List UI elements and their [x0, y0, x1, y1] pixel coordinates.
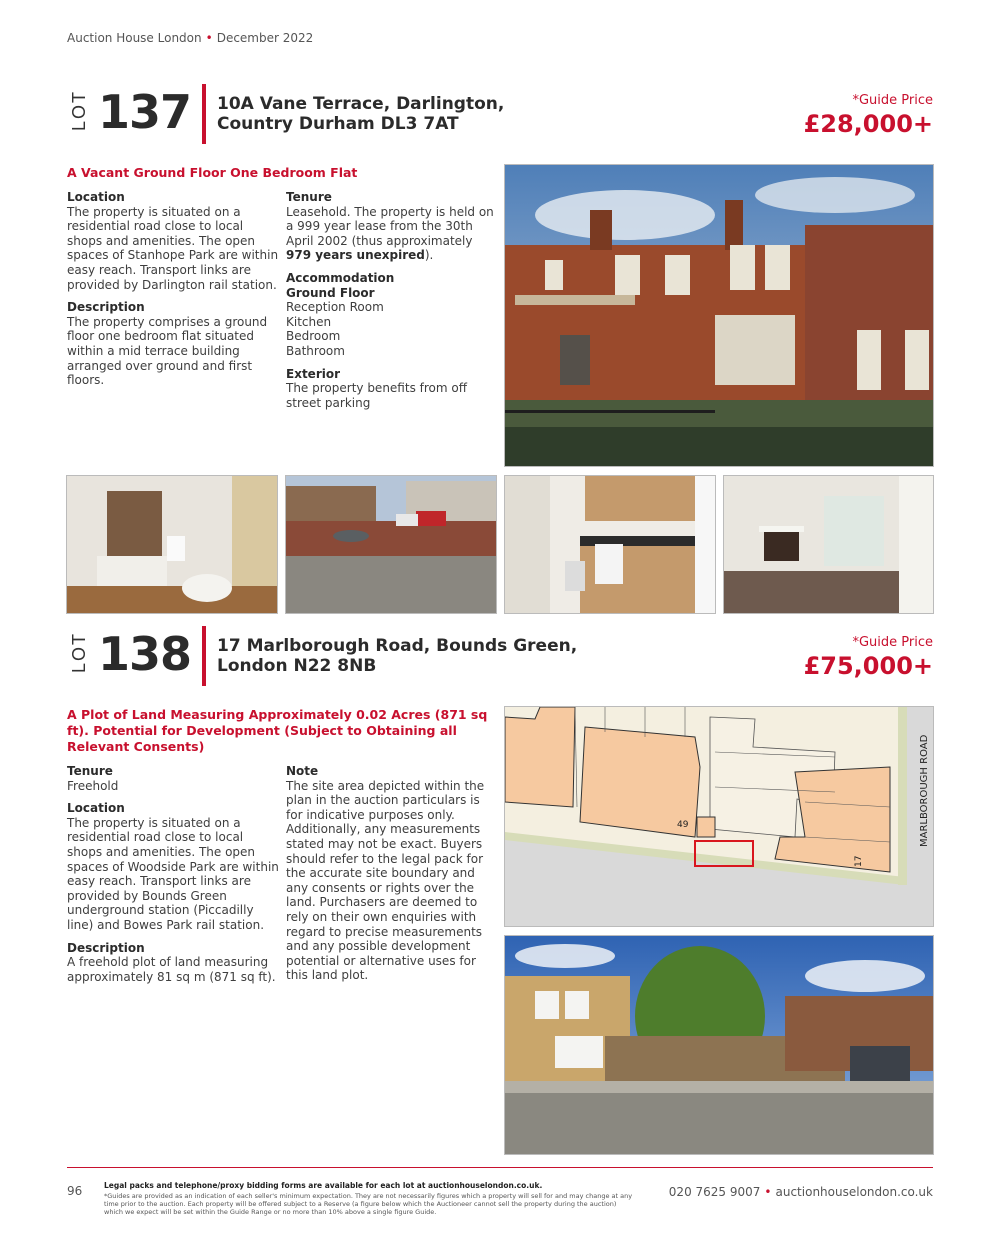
lot-divider	[202, 626, 206, 686]
note-heading: Note	[286, 764, 319, 778]
location-heading: Location	[67, 190, 125, 204]
footer-contact	[669, 1185, 933, 1199]
room-item: Bathroom	[286, 343, 345, 358]
room-item: Kitchen	[286, 314, 332, 329]
street-photo	[504, 935, 934, 1155]
lot-right-column	[286, 190, 498, 418]
description-heading: Description	[67, 300, 145, 315]
property-photo-main	[504, 164, 934, 467]
exterior-text: The property benefits from off street parking	[286, 381, 467, 410]
tenure-emphasis: 979 years unexpired	[286, 248, 425, 263]
header-date: December 2022	[216, 31, 314, 45]
tenure-heading: Tenure	[67, 764, 113, 778]
description-text: The property comprises a ground floor one bedroom flat situated within a mid terrace building arranged over ground and first floors.	[67, 314, 268, 388]
location-heading: Location	[67, 801, 125, 816]
accommodation-heading: Accommodation	[286, 270, 395, 285]
guide-price: £75,000+	[803, 652, 933, 680]
header-org: Auction House London	[67, 31, 202, 45]
address-line-2: London N22 8NB	[217, 656, 377, 676]
lot-address	[217, 636, 577, 676]
description-text: A freehold plot of land measuring approximately 81 sq m (871 sq ft).	[67, 955, 276, 984]
living-room-photo	[723, 475, 934, 614]
guide-label: *Guide Price	[852, 93, 933, 108]
lot-number: 137	[98, 85, 192, 139]
tenure-text-end: ).	[424, 248, 434, 263]
tenure-text: Leasehold. The property is held on a 999 year lease from the 30th April 2002 (thus approximately	[286, 204, 494, 248]
description-heading: Description	[67, 940, 145, 955]
lot-address	[217, 94, 504, 134]
footer-legal-bold: Legal packs and telephone/proxy bidding forms are available for each lot at auctionhouselondon.co.uk.	[104, 1181, 543, 1190]
room-item: Bedroom	[286, 329, 341, 344]
garden-photo	[285, 475, 497, 614]
lot-right-column	[286, 764, 498, 991]
exterior-heading: Exterior	[286, 366, 341, 381]
tenure-text: Freehold	[67, 778, 119, 793]
lot-label: LOT	[69, 89, 89, 131]
kitchen-photo	[504, 475, 716, 614]
lot-label: LOT	[69, 631, 89, 673]
running-header	[67, 31, 313, 45]
footer-phone: 020 7625 9007	[668, 1185, 761, 1199]
location-text: The property is situated on a residential road close to local shops and amenities. The open spaces of Stanhope Park are within easy reach. Transport links are provided by Darlington rail station.	[67, 204, 279, 292]
guide-label: *Guide Price	[852, 635, 933, 650]
footer-legal-small: *Guides are provided as an indication of each seller's minimum expectation. They are not necessarily figures which a property will sell for and may change at any time prior to the auction. Each property will be offered subject to a Reserve (a figure below which the Auctioneer cannot sell the property during the auction) which we expect will be set within the Guide Range or no more than 10% above a single figure Guide.	[104, 1192, 633, 1216]
lot-left-column	[67, 764, 279, 992]
ground-floor-heading: Ground Floor	[286, 285, 375, 300]
site-plan-map	[504, 706, 934, 927]
tenure-heading: Tenure	[286, 190, 332, 204]
page-number: 96	[67, 1184, 83, 1198]
bathroom-photo	[66, 475, 278, 614]
lot-left-column	[67, 190, 279, 396]
lot-divider	[202, 84, 206, 144]
footer-legal	[104, 1181, 634, 1216]
map-plot-17-label: 17	[854, 855, 864, 867]
map-plot-49-label: 49	[677, 820, 689, 830]
footer-rule	[67, 1167, 933, 1168]
note-text: The site area depicted within the plan in the auction particulars is for indicative purposes only. Additionally, any measurements stated may not be exact. Buyers should refer to the legal pack for the accurate site boundary and any consents or rights over the land. Purchasers are deemed to rely on their own enquiries with regard to precise measurements and any possible development potential or alternative uses for this land plot.	[286, 778, 485, 983]
guide-price: £28,000+	[803, 110, 933, 138]
location-text: The property is situated on a residential road close to local shops and amenities. The open spaces of Woodside Park are within easy reach. Transport links are provided by Bounds Green underground station (Piccadilly line) and Bowes Park rail station.	[67, 815, 279, 932]
lot-subtitle: A Vacant Ground Floor One Bedroom Flat	[67, 165, 358, 180]
bullet-icon: •	[764, 1185, 772, 1199]
address-line-2: Country Durham DL3 7AT	[217, 114, 459, 134]
address-line-1: 17 Marlborough Road, Bounds Green,	[217, 636, 578, 656]
bullet-icon: •	[205, 31, 213, 45]
room-item: Reception Room	[286, 300, 384, 315]
lot-subtitle: A Plot of Land Measuring Approximately 0.02 Acres (871 sq ft). Potential for Development (Subject to Obtaining all Relevant Consents)	[67, 707, 488, 754]
footer-website-link[interactable]: auctionhouselondon.co.uk	[775, 1185, 933, 1199]
address-line-1: 10A Vane Terrace, Darlington,	[217, 94, 505, 114]
map-road-label: MARLBOROUGH ROAD	[919, 734, 930, 847]
lot-number: 138	[98, 627, 192, 681]
